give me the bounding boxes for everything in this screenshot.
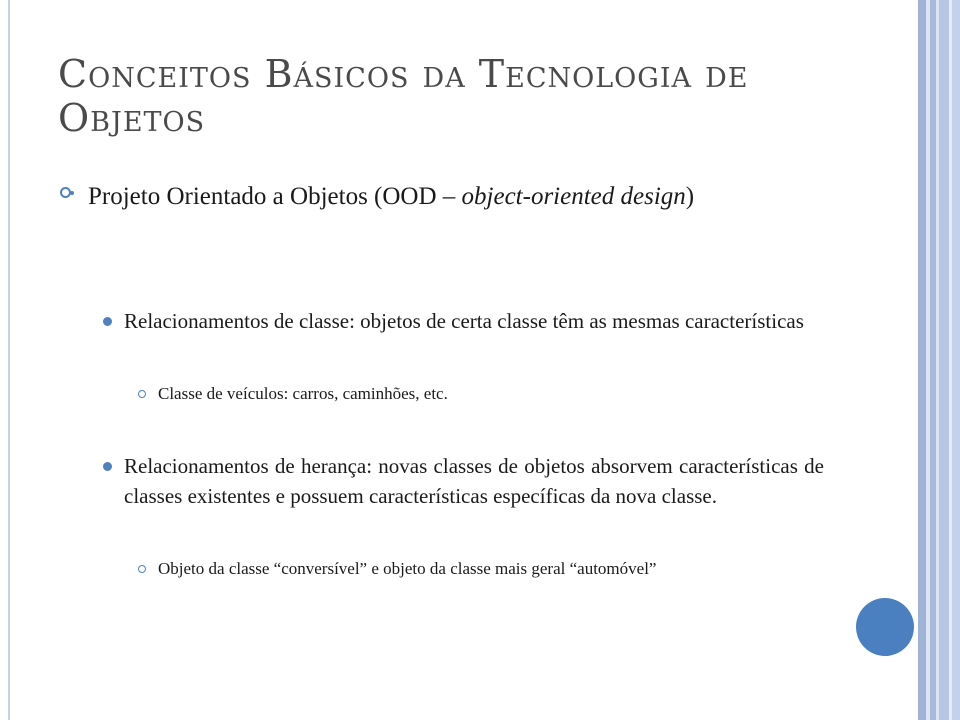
bullet-dot-icon bbox=[103, 317, 112, 326]
decor-circle bbox=[856, 598, 914, 656]
left-border-line bbox=[8, 0, 10, 720]
main-bullet-text-post: ) bbox=[685, 183, 695, 210]
bullet-ring-small-icon bbox=[138, 565, 146, 573]
bullet-ring-icon bbox=[60, 187, 71, 198]
example-convertible: Objeto da classe “conversível” e objeto da classe mais geral “automóvel” bbox=[158, 559, 657, 578]
main-bullet-text-italic: object-oriented design bbox=[461, 183, 686, 210]
main-bullet-text bbox=[88, 178, 824, 215]
slide-title: Conceitos Básicos da Tecnologia de Objetos bbox=[58, 52, 749, 140]
right-decor-stripe bbox=[939, 0, 949, 720]
right-decor-stripe bbox=[918, 0, 926, 720]
bullet-dot-icon bbox=[103, 462, 112, 471]
bullet-ring-small-icon bbox=[138, 390, 146, 398]
main-bullet-text-pre: Projeto Orientado a Objetos (OOD – bbox=[88, 183, 462, 210]
sub-bullet-inheritance: Relacionamentos de herança: novas classes de objetos absorvem características de classes existentes e possuem características específicas da nova classe. bbox=[124, 454, 824, 508]
sub-bullet-class-relations: Relacionamentos de classe: objetos de certa classe têm as mesmas características bbox=[124, 309, 804, 333]
right-decor-stripe bbox=[952, 0, 960, 720]
example-vehicles: Classe de veículos: carros, caminhões, etc. bbox=[158, 384, 448, 403]
